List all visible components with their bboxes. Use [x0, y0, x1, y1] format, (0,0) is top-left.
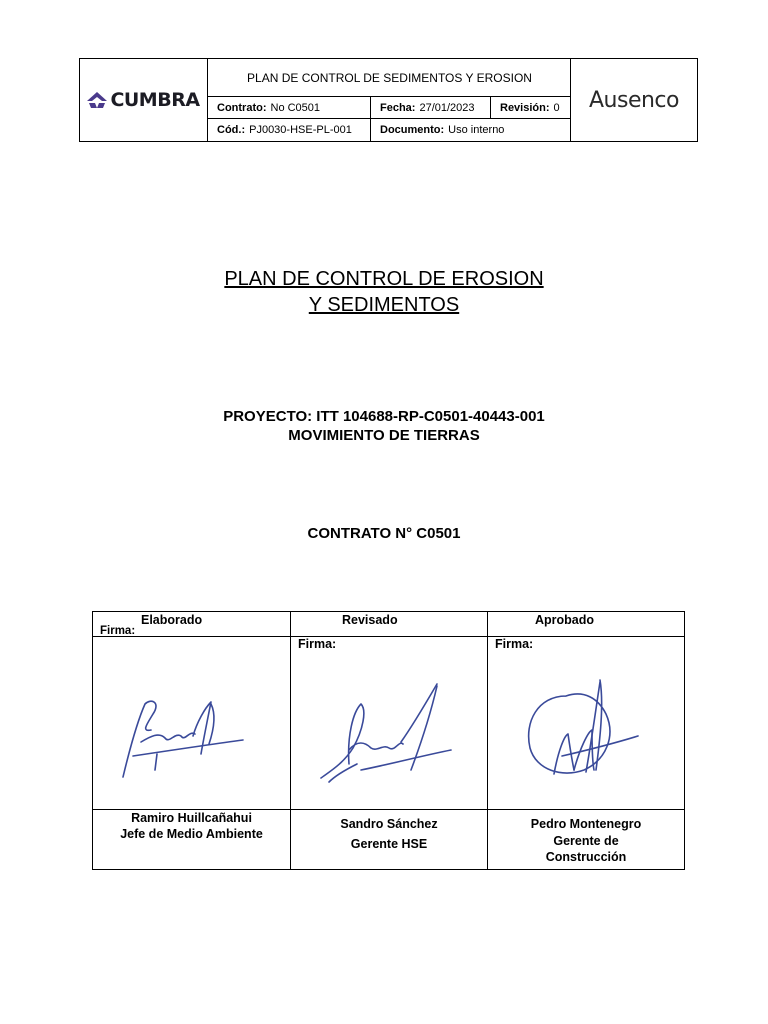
- header-title: PLAN DE CONTROL DE SEDIMENTOS Y EROSION: [208, 59, 571, 97]
- handwritten-signature: [93, 652, 290, 807]
- signature-column-revisado: [291, 612, 488, 869]
- document-title: [0, 266, 768, 318]
- fecha-label: Fecha:: [380, 101, 416, 114]
- documento-value: Uso interno: [448, 124, 505, 136]
- firma-label: Firma:: [100, 625, 136, 637]
- project-heading: [0, 407, 768, 445]
- documento-label: Documento:: [380, 124, 445, 136]
- signatory-name: Sandro Sánchez: [340, 817, 438, 831]
- signature-header: [93, 612, 290, 637]
- signatory-name: Ramiro Huillcañahui: [131, 811, 252, 825]
- document-title-line-1: PLAN DE CONTROL DE EROSION: [224, 268, 544, 290]
- document-title-line-2: Y SEDIMENTOS: [308, 294, 460, 316]
- contrato-heading: CONTRATO N° C0501: [307, 525, 461, 542]
- project-line-2: MOVIMIENTO DE TIERRAS: [288, 427, 480, 444]
- signatory-role: Gerente de Construcción: [545, 834, 627, 864]
- signature-header-label: Revisado: [342, 613, 398, 627]
- signatory-block: [488, 809, 684, 870]
- document-header: [79, 58, 698, 142]
- firma-label: Firma:: [495, 637, 534, 651]
- revision-cell: [491, 97, 571, 118]
- signature-header-label: Aprobado: [535, 613, 595, 627]
- revision-value: 0: [553, 101, 560, 114]
- signatory-role: Jefe de Medio Ambiente: [120, 827, 263, 841]
- ausenco-logo: [570, 59, 697, 141]
- contrato-value: No C0501: [270, 101, 321, 114]
- signature-table: [92, 611, 685, 870]
- signatory-block: [291, 809, 487, 870]
- revision-label: Revisión:: [500, 101, 550, 114]
- signature-column-aprobado: [488, 612, 684, 869]
- header-row-1: [208, 97, 571, 119]
- contrato-cell: [208, 97, 371, 118]
- documento-cell: [371, 119, 571, 141]
- contrato-label: Contrato:: [217, 101, 267, 114]
- cumbra-logo: [80, 59, 208, 141]
- header-info: [208, 59, 571, 141]
- cumbra-mark-icon: [87, 92, 107, 108]
- signature-header: [488, 612, 684, 637]
- signature-column-elaborado: [93, 612, 291, 869]
- firma-label: Firma:: [298, 637, 337, 651]
- project-line-1: PROYECTO: ITT 104688-RP-C0501-40443-001: [223, 408, 545, 425]
- cod-value: PJ0030-HSE-PL-001: [249, 124, 352, 136]
- handwritten-signature: [488, 652, 684, 807]
- signatory-block: [93, 809, 290, 870]
- cumbra-logo-text: CUMBRA: [110, 89, 200, 111]
- header-row-2: [208, 119, 571, 141]
- handwritten-signature: [291, 652, 487, 807]
- signature-header-label: Elaborado: [141, 613, 203, 627]
- signature-header: [291, 612, 487, 637]
- signatory-name: Pedro Montenegro: [530, 817, 642, 831]
- cod-cell: [208, 119, 371, 141]
- fecha-value: 27/01/2023: [419, 101, 475, 114]
- signatory-role: Gerente HSE: [350, 837, 428, 851]
- cod-label: Cód.:: [217, 124, 246, 136]
- fecha-cell: [371, 97, 491, 118]
- ausenco-logo-text: Ausenco: [589, 87, 679, 113]
